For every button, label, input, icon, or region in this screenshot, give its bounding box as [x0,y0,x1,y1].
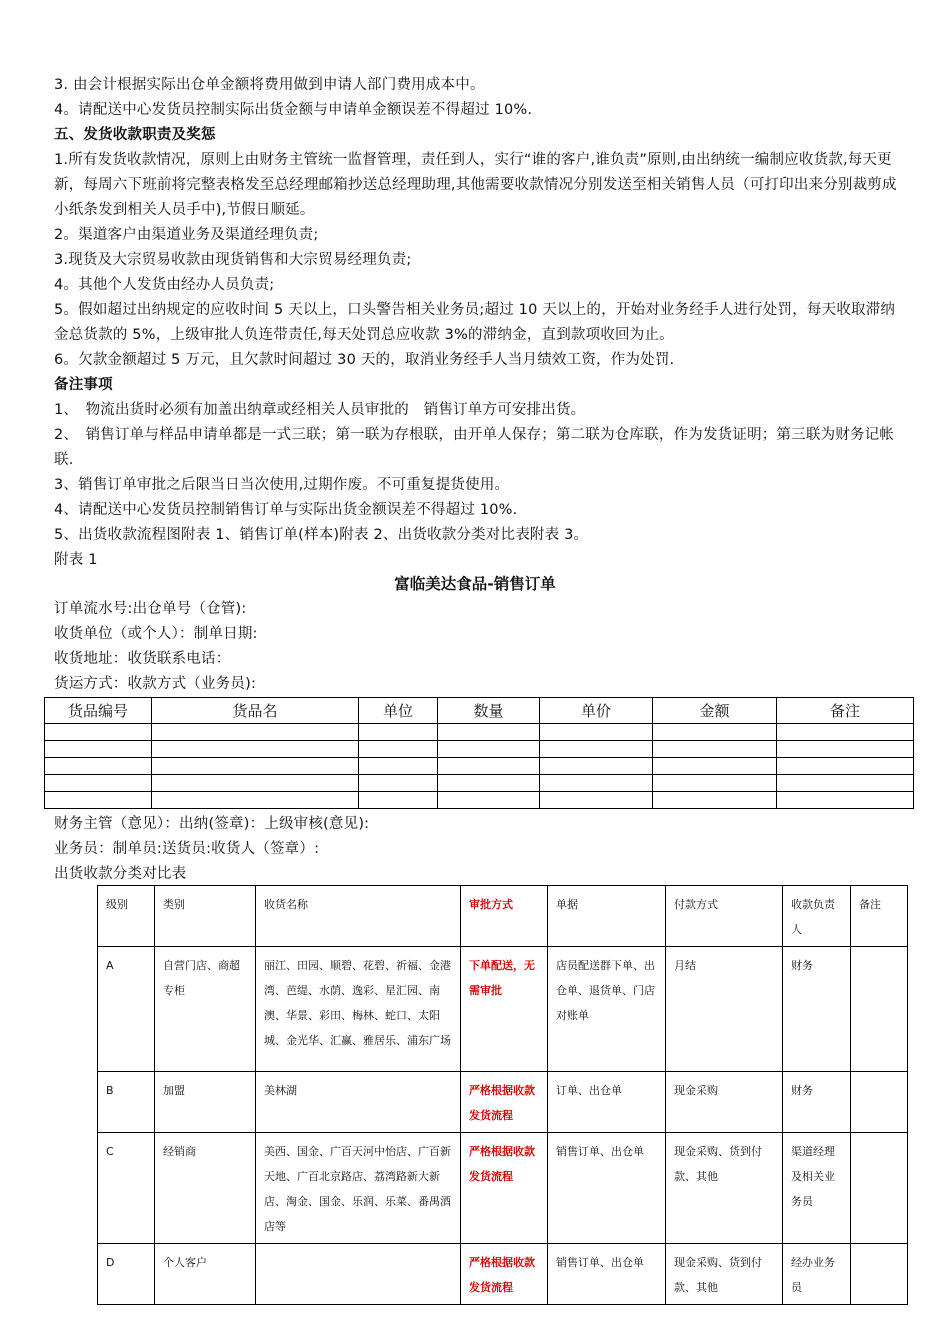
table-cell[interactable] [540,758,653,775]
hdr-approval: 审批方式 [461,886,548,947]
table-row [98,1133,908,1244]
classification-title: 出货收款分类对比表 [54,866,187,882]
paragraph-cost: 3. 由会计根据实际出仓单金额将费用做到申请人部门费用成本中。 [54,77,485,93]
row-category: 加盟 [155,1072,256,1133]
table-cell[interactable] [653,724,777,741]
row-names: 美西、国金、广百天河中怡店、广百新天地、广百北京路店、荔湾路新大新店、淘金、国金、乐润、乐菜、番禺酒店等 [256,1133,461,1244]
row-remark [851,947,908,1072]
table-cell[interactable] [359,724,438,741]
paragraph-error-limit: 4。请配送中心发货员控制实际出货金额与申请单金额误差不得超过 10%. [54,102,533,118]
row-level: A [98,947,155,1072]
table-row [45,741,914,758]
row-names: 丽江、田园、顺碧、花碧、祈福、金港湾、芭缇、水荫、逸彩、星汇园、南澳、华景、彩田、梅林、蛇口、太阳城、金光华、汇赢、雅居乐、浦东广场 [256,947,461,1072]
table-row [98,1072,908,1133]
row-remark [851,1133,908,1244]
table-cell[interactable] [438,775,540,792]
order-field-shipping: 货运方式：收款方式（业务员): [54,676,257,692]
note-5: 5、出货收款流程图附表 1、销售订单(样本)附表 2、出货收款分类对比表附表 3。 [54,527,589,543]
row-documents: 订单、出仓单 [548,1072,666,1133]
table-cell[interactable] [45,758,152,775]
col-item-name: 货品名 [152,698,359,724]
table-cell[interactable] [653,758,777,775]
table-cell[interactable] [152,741,359,758]
paragraph-5-3: 3.现货及大宗贸易收款由现货销售和大宗贸易经理负责; [54,252,412,268]
hdr-level: 级别 [98,886,155,947]
row-level: B [98,1072,155,1133]
note-3: 3、销售订单审批之后限当日当次使用,过期作废。不可重复提货使用。 [54,477,510,493]
row-remark [851,1244,908,1305]
appendix-label: 附表 1 [54,552,98,568]
table-cell[interactable] [359,758,438,775]
notes-heading: 备注事项 [54,377,113,393]
table-cell[interactable] [438,792,540,809]
hdr-remark: 备注 [851,886,908,947]
table-cell[interactable] [777,724,914,741]
hdr-documents: 单据 [548,886,666,947]
order-form-title: 富临美达食品-销售订单 [394,575,556,593]
hdr-category: 类别 [155,886,256,947]
row-documents: 销售订单、出仓单 [548,1244,666,1305]
row-collector: 财务 [783,1072,851,1133]
table-cell[interactable] [438,758,540,775]
note-2: 2、 销售订单与样品申请单都是一式三联；第一联为存根联，由开单人保存；第二联为仓库联，作为发货证明；第三联为财务记帐联. [54,427,895,468]
col-unit: 单位 [359,698,438,724]
hdr-collector: 收款负责人 [783,886,851,947]
table-cell[interactable] [653,741,777,758]
row-collector: 渠道经理及相关业务员 [783,1133,851,1244]
table-row [45,758,914,775]
order-table [44,697,914,809]
col-quantity: 数量 [438,698,540,724]
table-cell[interactable] [540,741,653,758]
classification-header [98,886,908,947]
table-row [45,775,914,792]
order-field-recipient: 收货单位（或个人）：制单日期: [54,626,258,642]
table-cell[interactable] [152,775,359,792]
row-category: 经销商 [155,1133,256,1244]
section-heading-5: 五、发货收款职责及奖惩 [54,127,216,143]
table-cell[interactable] [152,724,359,741]
row-level: D [98,1244,155,1305]
order-field-serial: 订单流水号:出仓单号（仓管): [54,601,247,617]
row-category: 自营门店、商超专柜 [155,947,256,1072]
table-cell[interactable] [152,792,359,809]
table-cell[interactable] [653,775,777,792]
paragraph-5-1: 1.所有发货收款情况，原则上由财务主管统一监督管理，责任到人，实行“谁的客户,谁负责”原则,由出纳统一编制应收货款,每天更新，每周六下班前将完整表格发至总经理邮箱抄送总经理助理,其他需要收款情况分别发送至相关销售人员（可打印出来分别裁剪成小纸条发到相关人员手中),节假日顺延。 [54,152,897,218]
note-1: 1、 物流出货时必须有加盖出纳章或经相关人员审批的 销售订单方可安排出货。 [54,402,586,418]
table-row [45,792,914,809]
signature-line-2: 业务员：制单员:送货员:收货人（签章）: [54,841,320,857]
row-payment: 现金采购 [666,1072,783,1133]
row-level: C [98,1133,155,1244]
row-approval: 严格根据收款发货流程 [461,1072,548,1133]
table-cell[interactable] [359,775,438,792]
row-names: 美林湖 [256,1072,461,1133]
table-cell[interactable] [45,724,152,741]
row-collector: 经办业务员 [783,1244,851,1305]
row-names [256,1244,461,1305]
paragraph-5-6: 6。欠款金额超过 5 万元，且欠款时间超过 30 天的，取消业务经手人当月绩效工资，作为处罚. [54,352,675,368]
table-cell[interactable] [45,775,152,792]
row-payment: 现金采购、货到付款、其他 [666,1244,783,1305]
table-row [98,947,908,1072]
row-approval: 严格根据收款发货流程 [461,1244,548,1305]
row-documents: 店员配送群下单、出仓单、退货单、门店对账单 [548,947,666,1072]
table-cell[interactable] [152,758,359,775]
table-row [98,1244,908,1305]
row-approval: 严格根据收款发货流程 [461,1133,548,1244]
table-cell[interactable] [653,792,777,809]
table-cell[interactable] [359,792,438,809]
row-approval: 下单配送，无需审批 [461,947,548,1072]
table-cell[interactable] [438,724,540,741]
classification-table [97,885,908,1305]
table-cell[interactable] [45,741,152,758]
table-row [45,724,914,741]
table-cell[interactable] [540,775,653,792]
order-field-address: 收货地址：收货联系电话： [54,651,231,667]
col-item-code: 货品编号 [45,698,152,724]
table-cell[interactable] [777,758,914,775]
row-payment: 现金采购、货到付款、其他 [666,1133,783,1244]
hdr-payment: 付款方式 [666,886,783,947]
paragraph-5-5: 5。假如超过出纳规定的应收时间 5 天以上，口头警告相关业务员;超过 10 天以上的，开始对业务经手人进行处罚，每天收取滞纳金总货款的 5%，上级审批人负连带责任,每天处罚总应收款 3%的滞纳金，直到款项收回为止。 [54,302,896,343]
row-documents: 销售订单、出仓单 [548,1133,666,1244]
order-table-header [45,698,914,724]
table-cell[interactable] [45,792,152,809]
paragraph-5-4: 4。其他个人发货由经办人员负责; [54,277,275,293]
signature-line-1: 财务主管（意见）：出纳(签章)：上级审核(意见): [54,816,370,832]
table-cell[interactable] [777,792,914,809]
table-cell[interactable] [777,741,914,758]
hdr-recipient-names: 收货名称 [256,886,461,947]
col-remark: 备注 [777,698,914,724]
row-payment: 月结 [666,947,783,1072]
table-cell[interactable] [359,741,438,758]
col-amount: 金额 [653,698,777,724]
row-category: 个人客户 [155,1244,256,1305]
row-collector: 财务 [783,947,851,1072]
table-cell[interactable] [540,792,653,809]
note-4: 4、请配送中心发货员控制销售订单与实际出货金额误差不得超过 10%. [54,502,518,518]
table-cell[interactable] [777,775,914,792]
col-unit-price: 单价 [540,698,653,724]
table-cell[interactable] [438,741,540,758]
row-remark [851,1072,908,1133]
paragraph-5-2: 2。渠道客户由渠道业务及渠道经理负责; [54,227,319,243]
table-cell[interactable] [540,724,653,741]
